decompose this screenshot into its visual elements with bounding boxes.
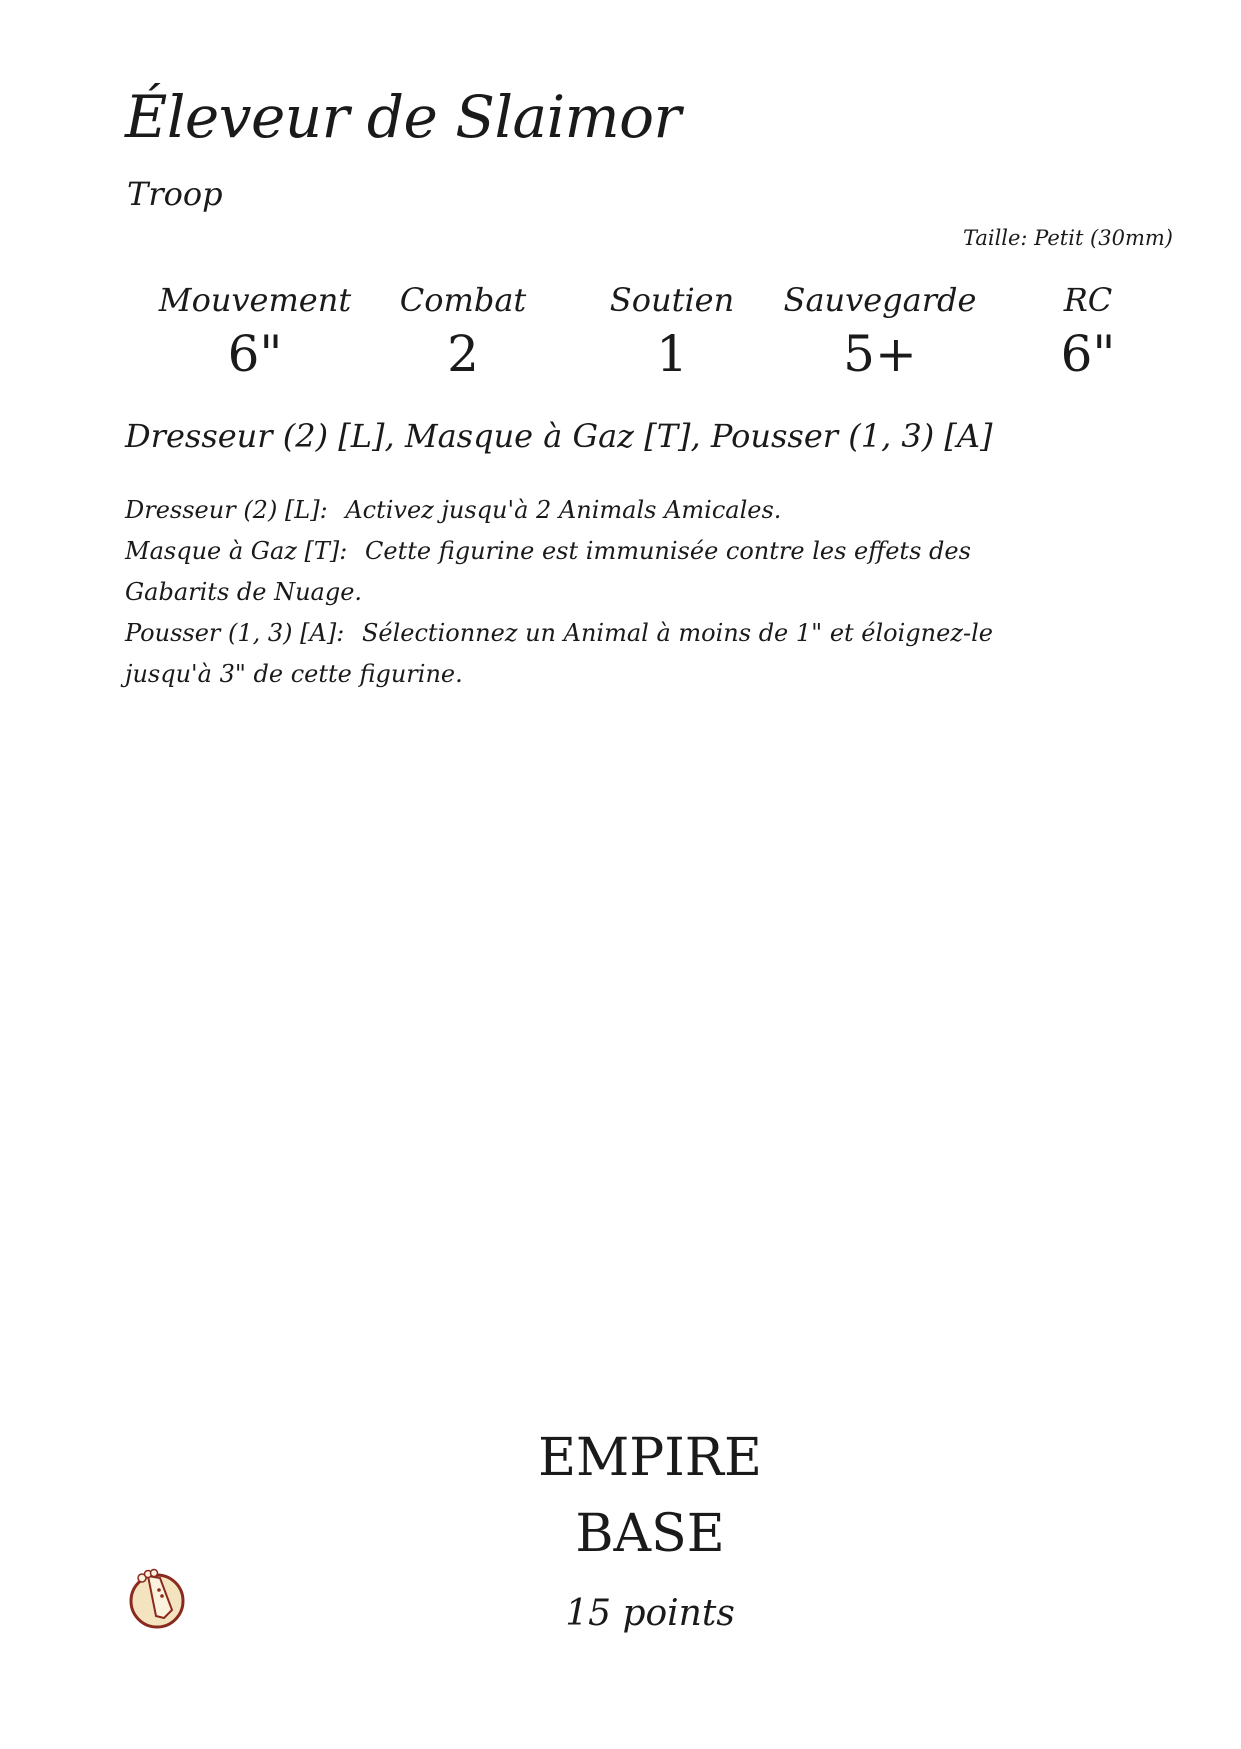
stat-value: 1: [656, 325, 688, 383]
abilities-summary: Dresseur (2) [L], Masque à Gaz [T], Pousser (1, 3) [A]: [125, 417, 993, 455]
stat-value: 6": [227, 325, 283, 383]
points-value: 15 points: [565, 1593, 735, 1634]
ability-entry: [125, 613, 1065, 695]
stat-label: Combat: [399, 281, 527, 319]
ability-name: Masque à Gaz [T]:: [125, 537, 348, 565]
ability-text: Activez jusqu'à 2 Animals Amicales.: [345, 496, 782, 524]
stat-label: RC: [1063, 281, 1113, 319]
ability-entry: [125, 490, 1065, 531]
stat-save: [780, 282, 980, 384]
stat-value: 2: [447, 325, 479, 383]
stat-label: Sauvegarde: [783, 281, 977, 319]
card-title: Éleveur de Slaimor: [125, 83, 681, 151]
stat-label: Soutien: [609, 281, 735, 319]
ability-name: Pousser (1, 3) [A]:: [125, 619, 345, 647]
stats-row: [125, 282, 1125, 402]
ability-text: Cette figurine est immunisée contre les effets des Gabarits de Nuage.: [125, 537, 971, 606]
stat-value: 5+: [843, 325, 917, 383]
ability-entry: [125, 531, 1065, 613]
card-type: Troop: [127, 175, 223, 213]
stat-value: 6": [1060, 325, 1116, 383]
abilities-descriptions: [125, 490, 1065, 695]
stat-rc: [988, 282, 1188, 384]
subfaction-name: BASE: [575, 1504, 725, 1564]
stat-label: Mouvement: [158, 281, 352, 319]
ability-text: Sélectionnez un Animal à moins de 1" et éloignez-le jusqu'à 3" de cette figurine.: [125, 619, 993, 688]
stat-movement: [155, 282, 355, 384]
faction-name: EMPIRE: [538, 1428, 762, 1488]
hand-seal-icon: [126, 1568, 188, 1630]
size-label: Taille: Petit (30mm): [962, 226, 1173, 250]
stat-support: [572, 282, 772, 384]
stat-combat: [363, 282, 563, 384]
ability-name: Dresseur (2) [L]:: [125, 496, 328, 524]
